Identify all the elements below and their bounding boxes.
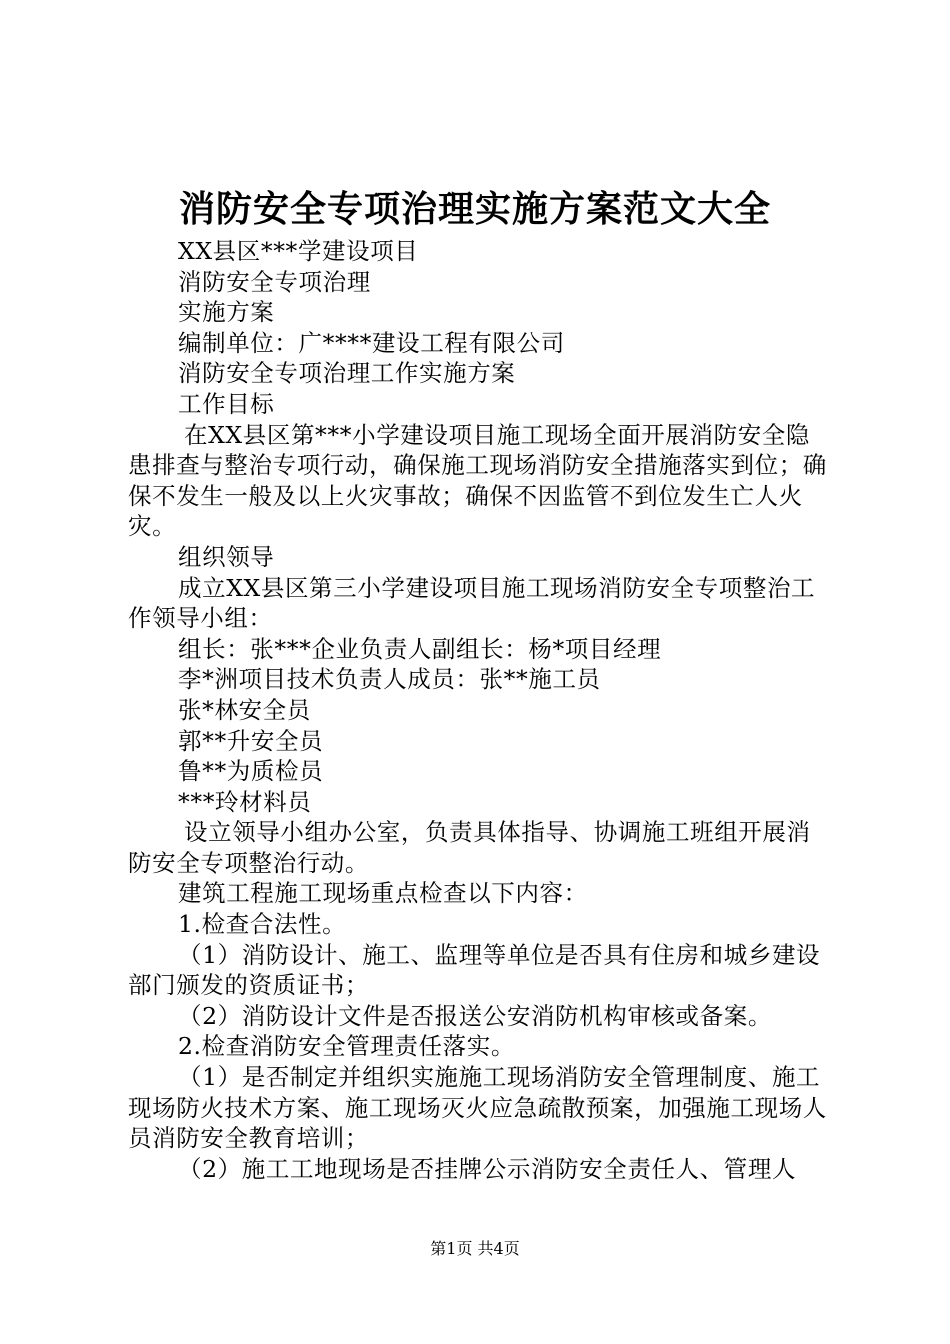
- list-item: （1）是否制定并组织实施施工现场消防安全管理制度、施工现场防火技术方案、施工现场灭火应急疏散预案，加强施工现场人员消防安全教育培训；: [128, 1063, 827, 1153]
- paragraph: 编制单位：广****建设工程有限公司: [178, 328, 565, 357]
- paragraph: 建筑工程施工现场重点检查以下内容：: [178, 879, 588, 908]
- paragraph: 在XX县区第***小学建设项目施工现场全面开展消防安全隐患排查与整治专项行动，确保施工现场消防安全措施落实到位；确保不发生一般及以上火灾事故；确保不因监管不到位发生亡人火灾。: [128, 420, 827, 541]
- list-item: 2.检查消防安全管理责任落实。: [178, 1032, 515, 1061]
- list-item: （2）施工工地现场是否挂牌公示消防安全责任人、管理人: [178, 1154, 797, 1183]
- list-item: 1.检查合法性。: [178, 910, 347, 939]
- paragraph: 消防安全专项治理: [178, 267, 371, 296]
- page-number: 第1页 共4页: [430, 1239, 520, 1258]
- paragraph: 李*洲项目技术负责人成员：张**施工员: [178, 665, 601, 694]
- section-heading: 工作目标: [178, 389, 275, 418]
- paragraph: 实施方案: [178, 298, 275, 327]
- paragraph: 组长：张***企业负责人副组长：杨*项目经理: [178, 634, 662, 663]
- paragraph: 设立领导小组办公室，负责具体指导、协调施工班组开展消防安全专项整治行动。: [128, 818, 811, 877]
- paragraph: 张*林安全员: [178, 695, 311, 724]
- list-item: （2）消防设计文件是否报送公安消防机构审核或备案。: [178, 1001, 772, 1030]
- paragraph: 成立XX县区第三小学建设项目施工现场消防安全专项整治工作领导小组：: [128, 573, 816, 633]
- document-title: 消防安全专项治理实施方案范文大全: [178, 188, 771, 230]
- paragraph: 鲁**为质检员: [178, 757, 324, 786]
- document-body: [128, 236, 832, 1184]
- paragraph: 消防安全专项治理工作实施方案: [178, 359, 516, 388]
- paragraph: 郭**升安全员: [178, 726, 324, 755]
- paragraph: ***玲材料员: [178, 787, 312, 816]
- section-heading: 组织领导: [178, 542, 275, 571]
- list-item: （1）消防设计、施工、监理等单位是否具有住房和城乡建设部门颁发的资质证书；: [128, 940, 821, 1000]
- paragraph: XX县区***学建设项目: [178, 237, 419, 265]
